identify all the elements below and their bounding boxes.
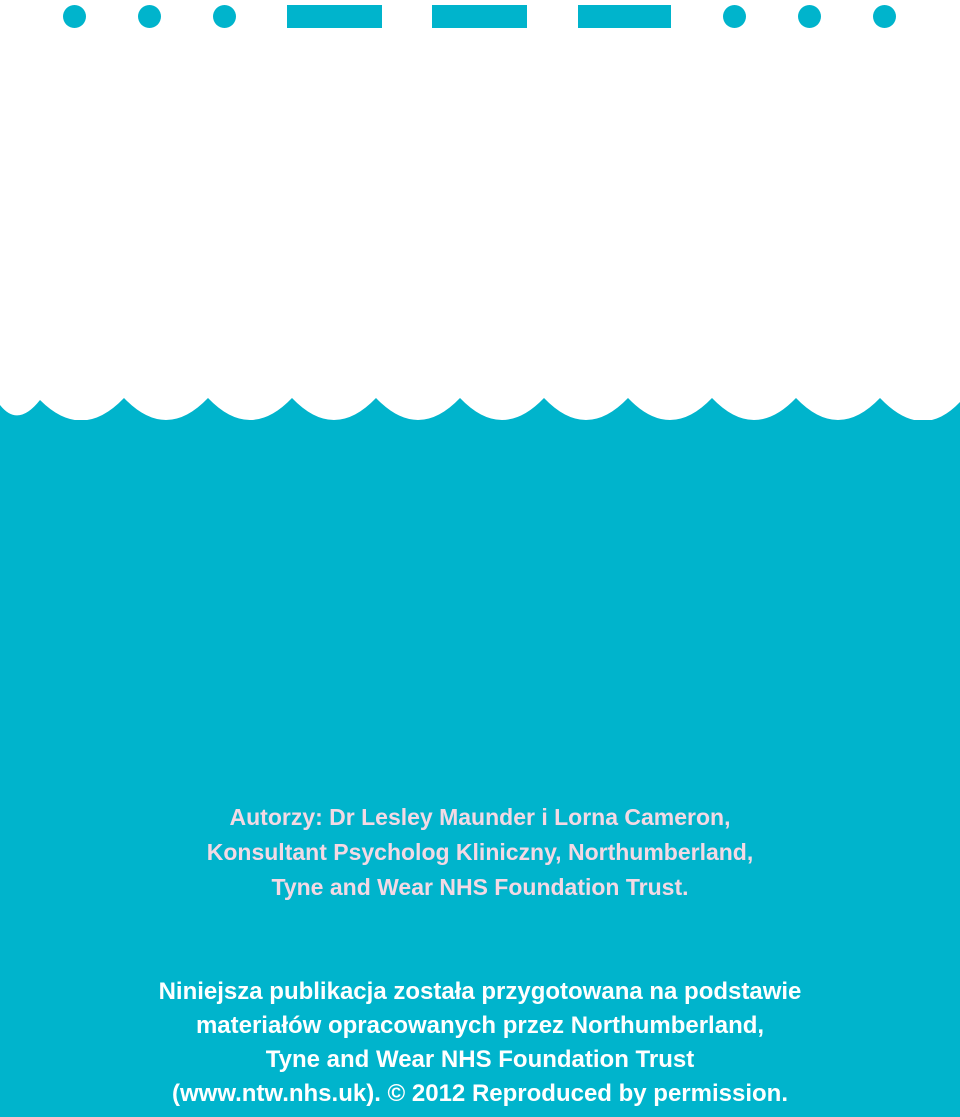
- credits-line: Tyne and Wear NHS Foundation Trust: [265, 1046, 695, 1073]
- decorative-dot: [723, 5, 746, 28]
- authors-line: Tyne and Wear NHS Foundation Trust.: [271, 874, 689, 900]
- credits-line: Niniejsza publikacja została przygotowana na podstawie: [158, 978, 802, 1005]
- credits-line: (www.ntw.nhs.uk). © 2012 Reproduced by permission.: [171, 1080, 789, 1107]
- credits-line: materiałów opracowanych przez Northumberland,: [195, 1012, 765, 1039]
- decorative-dot: [138, 5, 161, 28]
- decorative-dot: [213, 5, 236, 28]
- decorative-dot: [798, 5, 821, 28]
- decorative-dot: [873, 5, 896, 28]
- decorative-dash: [287, 5, 382, 28]
- authors-line: Autorzy: Dr Lesley Maunder i Lorna Cameron,: [229, 804, 731, 830]
- authors-block: [0, 800, 960, 905]
- decorative-dot: [63, 5, 86, 28]
- authors-line: Konsultant Psycholog Kliniczny, Northumberland,: [206, 839, 754, 865]
- top-decoration: [0, 0, 960, 40]
- decorative-dash: [432, 5, 527, 28]
- credits-block: [0, 975, 960, 1111]
- decorative-dash: [578, 5, 671, 28]
